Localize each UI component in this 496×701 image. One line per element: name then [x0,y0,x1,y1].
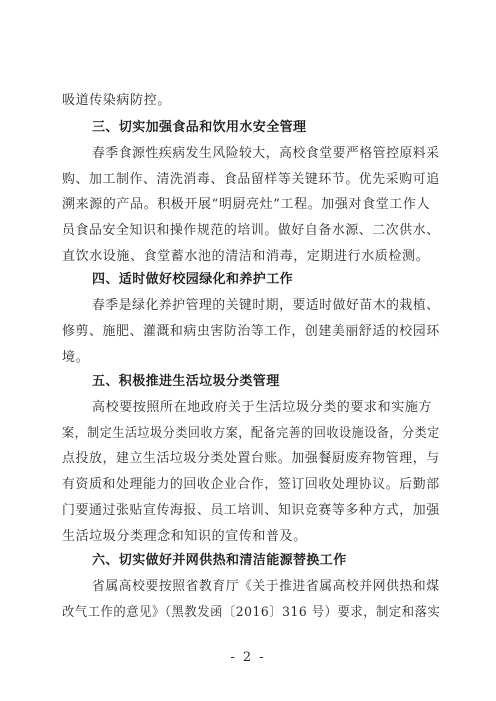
body-line: 生活垃圾分类理念和知识的宣传和普及。 [62,529,307,544]
body-line: 修剪、施肥、灌溉和病虫害防治等工作，创建美丽舒适的校园环 [62,324,440,339]
body-line: 省属高校要按照省教育厅《关于推进省属高校并网供热和煤 [92,579,440,594]
body-line: 改气工作的意见》（黑教发函〔2016〕316 号）要求，制定和落实 [62,605,441,620]
body-line: 高校要按照所在地政府关于生活垃圾分类的要求和实施方 [92,400,433,415]
body-line: 购、加工制作、清洗消毒、食品留样等关键环节。优先采购可追 [62,172,440,187]
body-line: 员食品安全知识和操作规范的培训。做好自备水源、二次供水、 [62,223,440,238]
section-heading-4: 四、适时做好校园绿化和养护工作 [92,272,294,287]
body-line: 溯来源的产品。积极开展“明厨亮灶”工程。加强对食堂工作人 [62,197,431,212]
body-line: 境。 [62,350,90,365]
body-line: 吸道传染病防控。 [62,93,171,108]
page-number: - 2 - [230,650,266,665]
section-heading-3: 三、切实加强食品和饮用水安全管理 [92,120,307,135]
body-line: 春季是绿化养护管理的关键时期，要适时做好苗木的栽植、 [92,298,440,313]
body-line: 点投放，建立生活垃圾分类处置台账。加强餐厨废弃物管理，与 [62,451,440,466]
body-line: 春季食源性疾病发生风险较大，高校食堂要严格管控原料采 [92,146,440,161]
body-line: 有资质和处理能力的回收企业合作，签订回收处理协议。后勤部 [62,477,440,492]
body-line: 案，制定生活垃圾分类回收方案，配备完善的回收设施设备，分类定 [62,426,440,441]
section-heading-5: 五、积极推进生活垃圾分类管理 [92,374,280,389]
section-heading-6: 六、切实做好并网供热和清洁能源替换工作 [92,553,347,568]
body-line: 门要通过张贴宣传海报、员工培训、知识竞赛等多种方式，加强 [62,503,440,518]
body-line: 直饮水设施、食堂蓄水池的清洁和消毒，定期进行水质检测。 [62,249,430,264]
